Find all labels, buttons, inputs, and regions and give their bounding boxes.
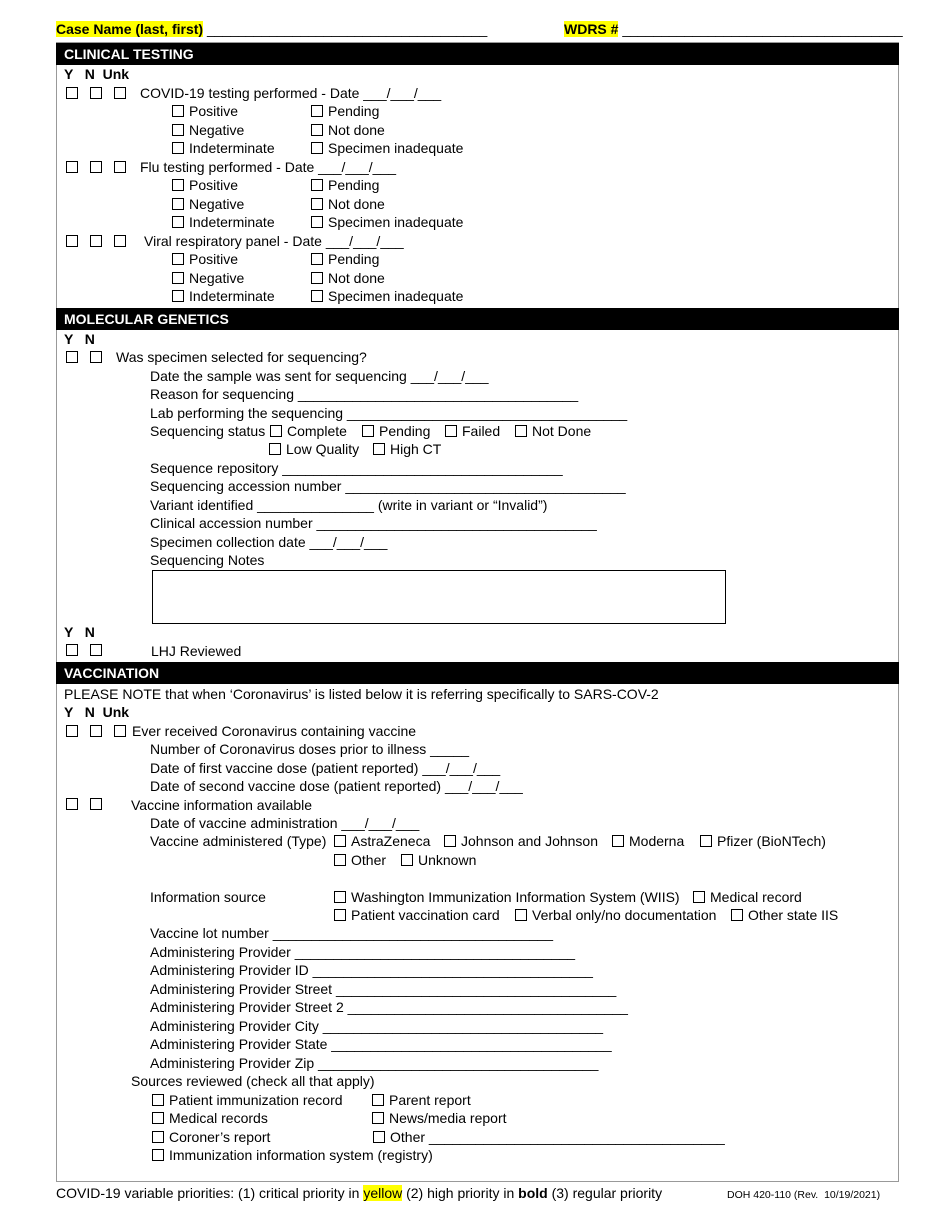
option-label: Not Done	[532, 423, 592, 439]
checkbox[interactable]	[311, 142, 323, 154]
ever-vaccine-unk-checkbox[interactable]	[114, 725, 126, 737]
viral-panel-label: Viral respiratory panel - Date ___/___/___	[144, 233, 404, 249]
ever-vaccine-no-checkbox[interactable]	[90, 725, 102, 737]
viral-panel-unk-checkbox[interactable]	[114, 235, 126, 247]
checkbox[interactable]	[334, 891, 346, 903]
provider-state-field[interactable]: Administering Provider State ____________________________________	[150, 1036, 612, 1052]
vaccine-info-yes-checkbox[interactable]	[66, 798, 78, 810]
lhj-reviewed-label: LHJ Reviewed	[151, 643, 242, 659]
option-label: Low Quality	[286, 441, 360, 457]
type-moderna[interactable]	[612, 833, 684, 850]
checkbox[interactable]	[515, 425, 527, 437]
checkbox[interactable]	[311, 124, 323, 136]
vaccine-type-label: Vaccine administered (Type)	[150, 833, 327, 849]
option-label: Positive	[189, 251, 239, 267]
covid-indeterminate[interactable]	[172, 140, 275, 157]
provider-id-field[interactable]: Administering Provider ID ____________________________________	[150, 962, 593, 978]
checkbox[interactable]	[373, 443, 385, 455]
covid-specimen-inadequate[interactable]	[311, 140, 463, 157]
option-label: Positive	[189, 103, 239, 119]
vaccine-info-label: Vaccine information available	[131, 797, 313, 813]
option-label: Positive	[189, 177, 239, 193]
viral-specimen-inadequate[interactable]	[311, 288, 463, 305]
option-label: News/media report	[389, 1110, 507, 1126]
covid-testing-label: COVID-19 testing performed - Date ___/___/___	[140, 85, 442, 101]
checkbox[interactable]	[172, 290, 184, 302]
checkbox[interactable]	[172, 179, 184, 191]
variant-field[interactable]: Variant identified _______________ (write in variant or “Invalid”)	[150, 497, 548, 513]
covid-not-done[interactable]	[311, 122, 385, 139]
covid-positive[interactable]	[172, 103, 238, 120]
covid-negative[interactable]	[172, 122, 244, 139]
option-label: Not done	[328, 196, 385, 212]
option-label: Not done	[328, 270, 385, 286]
checkbox[interactable]	[372, 1094, 384, 1106]
src-news[interactable]	[372, 1110, 507, 1127]
option-label: AstraZeneca	[351, 833, 431, 849]
src-coroner[interactable]	[152, 1129, 270, 1146]
status-pending[interactable]	[362, 423, 430, 440]
clinical-testing-header: CLINICAL TESTING	[56, 43, 899, 65]
provider-street-field[interactable]: Administering Provider Street ____________________________________	[150, 981, 617, 997]
checkbox[interactable]	[372, 1112, 384, 1124]
vaccination-note: PLEASE NOTE that when ‘Coronavirus’ is listed below it is referring specifically to SARS-COV-2	[64, 686, 659, 702]
ever-vaccine-yes-checkbox[interactable]	[66, 725, 78, 737]
sequencing-selected-label: Was specimen selected for sequencing?	[116, 349, 367, 365]
clinical-ynu-header: Y N Unk	[64, 66, 130, 82]
option-label: Patient vaccination card	[351, 907, 500, 923]
option-label: Specimen inadequate	[328, 214, 464, 230]
status-failed[interactable]	[445, 423, 500, 440]
ever-vaccine-label: Ever received Coronavirus containing vaccine	[132, 723, 417, 739]
flu-testing-yes-checkbox[interactable]	[66, 161, 78, 173]
checkbox[interactable]	[311, 216, 323, 228]
src-iis[interactable]	[152, 1147, 433, 1164]
checkbox[interactable]	[311, 105, 323, 117]
option-label: Specimen inadequate	[328, 140, 464, 156]
molecular-yn-header: Y N	[64, 331, 95, 347]
option-label: Indeterminate	[189, 288, 275, 304]
checkbox[interactable]	[700, 835, 712, 847]
collection-date-field[interactable]: Specimen collection date ___/___/___	[150, 534, 388, 550]
viral-not-done[interactable]	[311, 270, 385, 287]
checkbox[interactable]	[172, 253, 184, 265]
legend-bold: bold	[518, 1185, 548, 1201]
checkbox[interactable]	[172, 105, 184, 117]
checkbox[interactable]	[172, 124, 184, 136]
src-other[interactable]	[373, 1129, 725, 1146]
option-label: Pending	[328, 177, 380, 193]
option-label: Parent report	[389, 1092, 471, 1108]
option-label: Moderna	[629, 833, 685, 849]
type-jj[interactable]	[444, 833, 598, 850]
checkbox[interactable]	[334, 909, 346, 921]
option-label: Johnson and Johnson	[461, 833, 598, 849]
legend-text: (3) regular priority	[547, 1185, 663, 1201]
source-verbal[interactable]	[515, 907, 716, 924]
flu-testing-unk-checkbox[interactable]	[114, 161, 126, 173]
src-medical[interactable]	[152, 1110, 268, 1127]
checkbox[interactable]	[401, 854, 413, 866]
second-dose-field[interactable]: Date of second vaccine dose (patient reported) ___/___/___	[150, 778, 523, 794]
seq-accession-field[interactable]: Sequencing accession number ____________________________________	[150, 478, 626, 494]
option-label: Pfizer (BioNTech)	[717, 833, 826, 849]
reason-field[interactable]: Reason for sequencing ____________________________________	[150, 386, 579, 402]
checkbox[interactable]	[445, 425, 457, 437]
legend-text: COVID-19 variable priorities: (1) critical priority in	[56, 1185, 364, 1201]
viral-positive[interactable]	[172, 251, 238, 268]
flu-positive[interactable]	[172, 177, 238, 194]
wdrs-field[interactable]	[564, 21, 903, 38]
type-astrazeneca[interactable]	[334, 833, 430, 850]
flu-negative[interactable]	[172, 196, 244, 213]
sequencing-status-label: Sequencing status	[150, 423, 266, 439]
type-other[interactable]	[334, 852, 386, 869]
flu-testing-no-checkbox[interactable]	[90, 161, 102, 173]
sources-reviewed-label: Sources reviewed (check all that apply)	[131, 1073, 375, 1089]
lab-field[interactable]: Lab performing the sequencing ____________________________________	[150, 405, 628, 421]
option-label: Other ______________________________________	[390, 1129, 725, 1145]
option-label: Indeterminate	[189, 214, 275, 230]
status-complete[interactable]	[270, 423, 347, 440]
checkbox[interactable]	[311, 179, 323, 191]
viral-panel-yes-checkbox[interactable]	[66, 235, 78, 247]
clinical-accession-field[interactable]: Clinical accession number ____________________________________	[150, 515, 597, 531]
option-label: Negative	[189, 270, 245, 286]
covid-testing-unk-checkbox[interactable]	[114, 87, 126, 99]
status-high-ct[interactable]	[373, 441, 441, 458]
source-patient-card[interactable]	[334, 907, 500, 924]
status-not-done[interactable]	[515, 423, 591, 440]
viral-panel-no-checkbox[interactable]	[90, 235, 102, 247]
status-low-quality[interactable]	[269, 441, 359, 458]
option-label: Medical records	[169, 1110, 268, 1126]
checkbox[interactable]	[152, 1131, 164, 1143]
sequencing-notes-box[interactable]	[152, 570, 726, 624]
checkbox[interactable]	[334, 854, 346, 866]
option-label: High CT	[390, 441, 442, 457]
checkbox[interactable]	[362, 425, 374, 437]
option-label: Other	[351, 852, 387, 868]
flu-testing-label: Flu testing performed - Date ___/___/___	[140, 159, 397, 175]
checkbox[interactable]	[172, 272, 184, 284]
form-id: DOH 420-110 (Rev. 10/19/2021)	[727, 1189, 881, 1201]
checkbox[interactable]	[731, 909, 743, 921]
checkbox[interactable]	[311, 253, 323, 265]
covid-testing-yes-checkbox[interactable]	[66, 87, 78, 99]
lhj-yn-header: Y N	[64, 624, 95, 640]
option-label: Medical record	[710, 889, 802, 905]
checkbox[interactable]	[311, 198, 323, 210]
viral-indeterminate[interactable]	[172, 288, 275, 305]
option-label: Specimen inadequate	[328, 288, 464, 304]
type-unknown[interactable]	[401, 852, 476, 869]
option-label: Pending	[379, 423, 431, 439]
provider-field[interactable]: Administering Provider ____________________________________	[150, 944, 576, 960]
covid-pending[interactable]	[311, 103, 379, 120]
checkbox[interactable]	[515, 909, 527, 921]
priority-legend	[56, 1185, 662, 1202]
option-label: Negative	[189, 122, 245, 138]
option-label: Unknown	[418, 852, 477, 868]
option-label: Coroner’s report	[169, 1129, 271, 1145]
checkbox[interactable]	[444, 835, 456, 847]
checkbox[interactable]	[373, 1131, 385, 1143]
first-dose-field[interactable]: Date of first vaccine dose (patient reported) ___/___/___	[150, 760, 501, 776]
option-label: Negative	[189, 196, 245, 212]
option-label: Complete	[287, 423, 347, 439]
sequencing-notes-label: Sequencing Notes	[150, 552, 265, 568]
provider-zip-field[interactable]: Administering Provider Zip ____________________________________	[150, 1055, 599, 1071]
case-name-field[interactable]	[56, 21, 487, 38]
vaccination-header: VACCINATION	[56, 662, 899, 684]
flu-indeterminate[interactable]	[172, 214, 275, 231]
checkbox[interactable]	[693, 891, 705, 903]
num-doses-field[interactable]: Number of Coronavirus doses prior to illness _____	[150, 741, 470, 757]
vaccine-info-no-checkbox[interactable]	[90, 798, 102, 810]
sequencing-selected-no-checkbox[interactable]	[90, 351, 102, 363]
option-label: Verbal only/no documentation	[532, 907, 717, 923]
info-source-label: Information source	[150, 889, 266, 905]
repository-field[interactable]: Sequence repository ____________________________________	[150, 460, 563, 476]
checkbox[interactable]	[270, 425, 282, 437]
checkbox[interactable]	[269, 443, 281, 455]
case-name-label: Case Name (last, first)	[56, 21, 204, 37]
provider-city-field[interactable]: Administering Provider City ____________________________________	[150, 1018, 604, 1034]
legend-yellow: yellow	[363, 1185, 403, 1201]
checkbox[interactable]	[172, 216, 184, 228]
type-pfizer[interactable]	[700, 833, 826, 850]
option-label: Pending	[328, 251, 380, 267]
wdrs-label: WDRS #	[564, 21, 619, 37]
option-label: Patient immunization record	[169, 1092, 343, 1108]
lhj-no-checkbox[interactable]	[90, 644, 102, 656]
option-label: Other state IIS	[748, 907, 839, 923]
molecular-genetics-header: MOLECULAR GENETICS	[56, 308, 899, 330]
checkbox[interactable]	[334, 835, 346, 847]
checkbox[interactable]	[152, 1149, 164, 1161]
vaccination-ynu-header: Y N Unk	[64, 704, 130, 720]
option-label: Not done	[328, 122, 385, 138]
source-wiis[interactable]	[334, 889, 680, 906]
source-medical-record[interactable]	[693, 889, 802, 906]
checkbox[interactable]	[172, 142, 184, 154]
src-parent[interactable]	[372, 1092, 471, 1109]
option-label: Pending	[328, 103, 380, 119]
lot-number-field[interactable]: Vaccine lot number ____________________________________	[150, 925, 553, 941]
flu-specimen-inadequate[interactable]	[311, 214, 463, 231]
source-other-iis[interactable]	[731, 907, 838, 924]
option-label: Washington Immunization Information System (WIIS)	[351, 889, 680, 905]
sequencing-selected-yes-checkbox[interactable]	[66, 351, 78, 363]
checkbox[interactable]	[172, 198, 184, 210]
wdrs-line: ____________________________________	[622, 21, 903, 37]
admin-date-field[interactable]: Date of vaccine administration ___/___/___	[150, 815, 420, 831]
viral-negative[interactable]	[172, 270, 244, 287]
checkbox[interactable]	[152, 1112, 164, 1124]
option-label: Immunization information system (registry)	[169, 1147, 433, 1163]
legend-text: (2) high priority in	[402, 1185, 519, 1201]
provider-street2-field[interactable]: Administering Provider Street 2 ____________________________________	[150, 999, 628, 1015]
covid-testing-no-checkbox[interactable]	[90, 87, 102, 99]
flu-pending[interactable]	[311, 177, 379, 194]
option-label: Failed	[462, 423, 501, 439]
checkbox[interactable]	[152, 1094, 164, 1106]
option-label: Indeterminate	[189, 140, 275, 156]
date-sent-field[interactable]: Date the sample was sent for sequencing ___/___/___	[150, 368, 489, 384]
checkbox[interactable]	[311, 272, 323, 284]
lhj-yes-checkbox[interactable]	[66, 644, 78, 656]
src-immunization-record[interactable]	[152, 1092, 343, 1109]
checkbox[interactable]	[311, 290, 323, 302]
case-name-line: ____________________________________	[206, 21, 488, 37]
sequencing-status-row	[150, 423, 265, 440]
flu-not-done[interactable]	[311, 196, 385, 213]
checkbox[interactable]	[612, 835, 624, 847]
viral-pending[interactable]	[311, 251, 379, 268]
